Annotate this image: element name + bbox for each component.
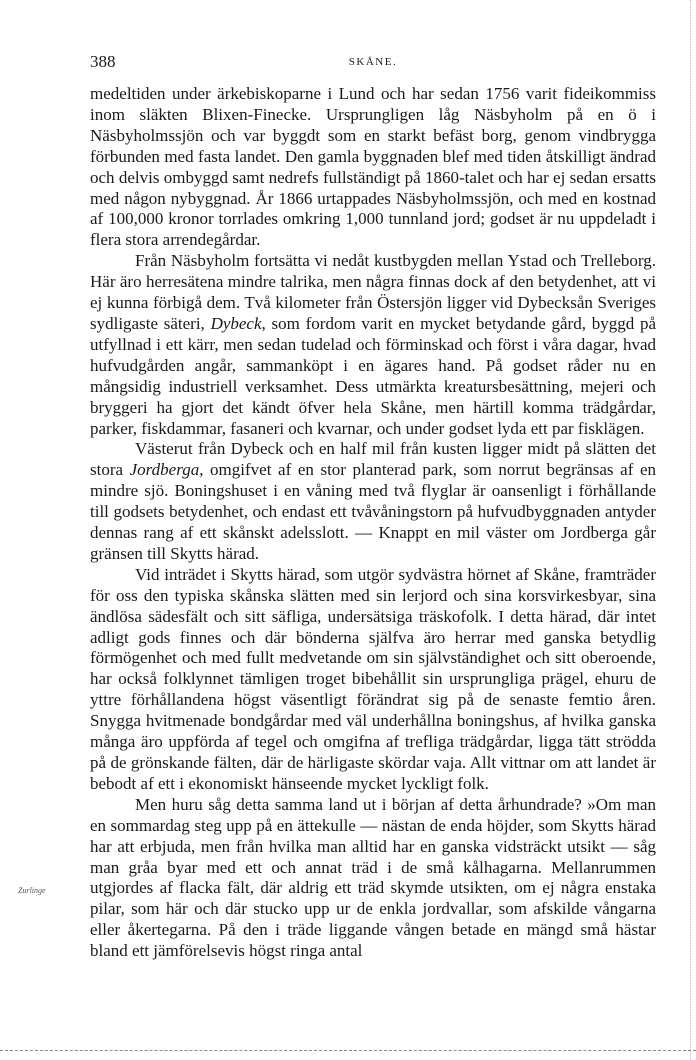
place-name-jordberga: Jordberga xyxy=(129,460,200,480)
paragraph-1 xyxy=(90,84,656,251)
paragraph-2 xyxy=(90,251,656,439)
bottom-scan-edge xyxy=(0,1050,696,1051)
paragraph-2-text-after: , som fordom varit en mycket betydande gård, byggd på utfyllnad i ett kärr, men sedan tudelad och förminskad och först i våra dagar, hvad hufvudgården angår, sammanköpt i en ägares hand. På godset råder nu en mångsidig industriell verksamhet. Dess utmärkta kreatursbesättning, mejeri och bryggeri ha gjort det kändt öfver hela Skåne, men härtill komma trädgårdar, parker, fiskdammar, fasaneri och kvarnar, och under godset lyda ett par fisklägen. xyxy=(90,313,656,438)
paragraph-3-text-before: Västerut från Dybeck och en half mil från kusten ligger midt på slätten det stora xyxy=(90,439,656,480)
paragraph-5-text: Men huru såg detta samma land ut i början af detta århundrade? »Om man en sommardag steg upp på en ättekulle — nästan de enda höjder, som Skytts härad har att erbjuda, men från hvilka man alltid har en ganska vidsträckt utsikt — såg man gråa byar med ett och annat träd i de små kålhagarna. Mellanrummen utgjordes af flacka fält, där aldrig ett träd skymde utsikten, om ej några enstaka pilar, som här och där stucko upp ur de enkla jordvallar, som afskilde vångarna eller åkertegarna. På den i träde liggande vången betade en mängd små hästar bland ett jämförelsevis högst ringa antal xyxy=(90,794,656,961)
page-number: 388 xyxy=(90,52,116,71)
paragraph-4-text: Vid inträdet i Skytts härad, som utgör sydvästra hörnet af Skåne, framträder för oss den typiska skånska slätten med sin lerjord och sina korsvirkesbyar, sina ändlösa sädesfält och sitt säfliga, undersätsiga träskofolk. I detta härad, där intet adligt gods finnes och där bönderna själfva äro herrar med ganska betydlig förmögenhet och med fullt medvetande om sin självständighet och sitt oberoende, har också folklynnet tämligen troget bibehållit sin ursprungliga prägel, ehuru de yttre förhållandena högst väsentligt förändrat sig på de senaste femtio åren. Snygga hvitmenade bondgårdar med väl underhållna boningshus, af hvilka ganska många äro uppförda af tegel och omgifna af trefliga trädgårdar, ligga tätt strödda på de grönskande fälten, där de härligaste skördar vaja. Allt vittnar om att landet är bebodt af ett i ekonomiskt hänseende mycket lyckligt folk. xyxy=(90,564,656,793)
page-header xyxy=(90,52,656,74)
paragraph-2-text-before: Från Näsbyholm fortsätta vi nedåt kustbygden mellan Ystad och Trelleborg. Här äro herresätena mindre talrika, men några finnas dock af den betydenhet, att vi ej kunna förbigå dem. Två kilometer från Östersjön ligger vid Dybecksån Sveriges sydligaste säteri, xyxy=(90,251,656,333)
paragraph-5 xyxy=(90,795,656,962)
paragraph-1-text: medeltiden under ärkebiskoparne i Lund och har sedan 1756 varit fideikommiss inom släkten Blixen-Finecke. Ursprungligen låg Näsbyholm på en ö i Näsbyholmssjön och var byggdt som en starkt befäst borg, genom vindbrygga förbunden med fasta landet. Den gamla byggnaden blef med tiden åtskilligt ändrad och delvis ombyggd samt nedrefs fullständigt på 1860-talet och har ej sedan ersatts med någon nybyggnad. År 1866 urtappades Näsbyholmssjön, och med en kostnad af 100,000 kronor torrlades omkring 1,000 tunnland jord; godset är nu uppdeladt i flera stora arrendegårdar. xyxy=(90,84,656,250)
paragraph-4 xyxy=(90,565,656,795)
right-scan-edge xyxy=(690,0,691,1060)
paragraph-3 xyxy=(90,439,656,564)
body-text xyxy=(90,84,656,962)
running-title: SKÅNE. xyxy=(348,56,398,68)
margin-annotation: Zurlinge xyxy=(18,886,46,895)
place-name-dybeck: Dybeck xyxy=(210,313,262,333)
paragraph-3-text-after: , omgifvet af en stor planterad park, som norrut begränsas af en mindre sjö. Boningshuset i en våning med två flyglar är oansenligt i förhållande till godsets betydenhet, och endast ett tvåvåningstorn på hufvudbyggnaden antyder dennas rang af ett skånskt adelsslott. — Knappt en mil väster om Jordberga går gränsen till Skytts härad. xyxy=(90,460,656,563)
